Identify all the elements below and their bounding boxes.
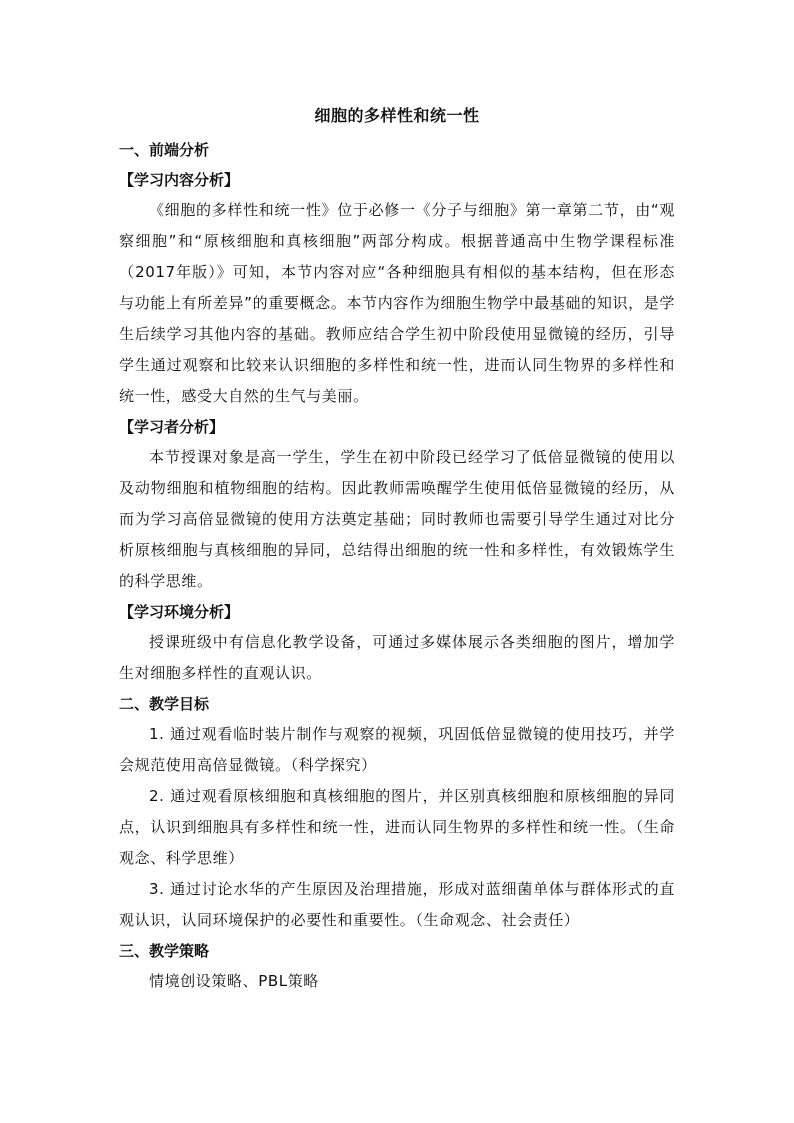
subheading-environment-analysis: 【学习环境分析】 [119, 603, 240, 621]
objective-item-2: 2. 通过观看原核细胞和真核细胞的图片，并区别真核细胞和原核细胞的异同点，认识到细胞具有多样性和统一性，进而认同生物界的多样性和统一性。（生命观念、科学思维） [119, 787, 675, 867]
document-title: 细胞的多样性和统一性 [314, 106, 480, 125]
objective-item-1: 1. 通过观看临时装片制作与观察的视频，巩固低倍显微镜的使用技巧，并学会规范使用高倍显微镜。（科学探究） [119, 725, 675, 774]
subheading-content-analysis: 【学习内容分析】 [119, 171, 240, 189]
paragraph-environment-analysis: 授课班级中有信息化教学设备，可通过多媒体展示各类细胞的图片，增加学生对细胞多样性的直观认识。 [119, 633, 675, 682]
paragraph-content-analysis: 《细胞的多样性和统一性》位于必修一《分子与细胞》第一章第二节，由“观察细胞”和“原核细胞和真核细胞”两部分构成。根据普通高中生物学课程标准（2017年版）》可知，本节内容对应“各种细胞具有相似的基本结构，但在形态与功能上有所差异”的重要概念。本节内容作为细胞生物学中最基础的知识，是学生后续学习其他内容的基础。教师应结合学生初中阶段使用显微镜的经历，引导学生通过观察和比较来认识细胞的多样性和统一性，进而认同生物界的多样性和统一性，感受大自然的生气与美丽。 [119, 201, 675, 405]
section-heading-analysis: 一、前端分析 [119, 141, 210, 159]
paragraph-strategy: 情境创设策略、PBL策略 [149, 972, 319, 990]
document-body [119, 103, 675, 997]
paragraph-learner-analysis: 本节授课对象是高一学生，学生在初中阶段已经学习了低倍显微镜的使用以及动物细胞和植物细胞的结构。因此教师需唤醒学生使用低倍显微镜的经历，从而为学习高倍显微镜的使用方法奠定基础；同时教师也需要引导学生通过对比分析原核细胞与真核细胞的异同，总结得出细胞的统一性和多样性，有效锻炼学生的科学思维。 [119, 448, 675, 590]
section-heading-objectives: 二、教学目标 [119, 695, 210, 713]
subheading-learner-analysis: 【学习者分析】 [119, 418, 225, 436]
objective-item-3: 3. 通过讨论水华的产生原因及治理措施，形成对蓝细菌单体与群体形式的直观认识，认同环境保护的必要性和重要性。（生命观念、社会责任） [119, 880, 675, 929]
section-heading-strategy: 三、教学策略 [119, 942, 210, 960]
